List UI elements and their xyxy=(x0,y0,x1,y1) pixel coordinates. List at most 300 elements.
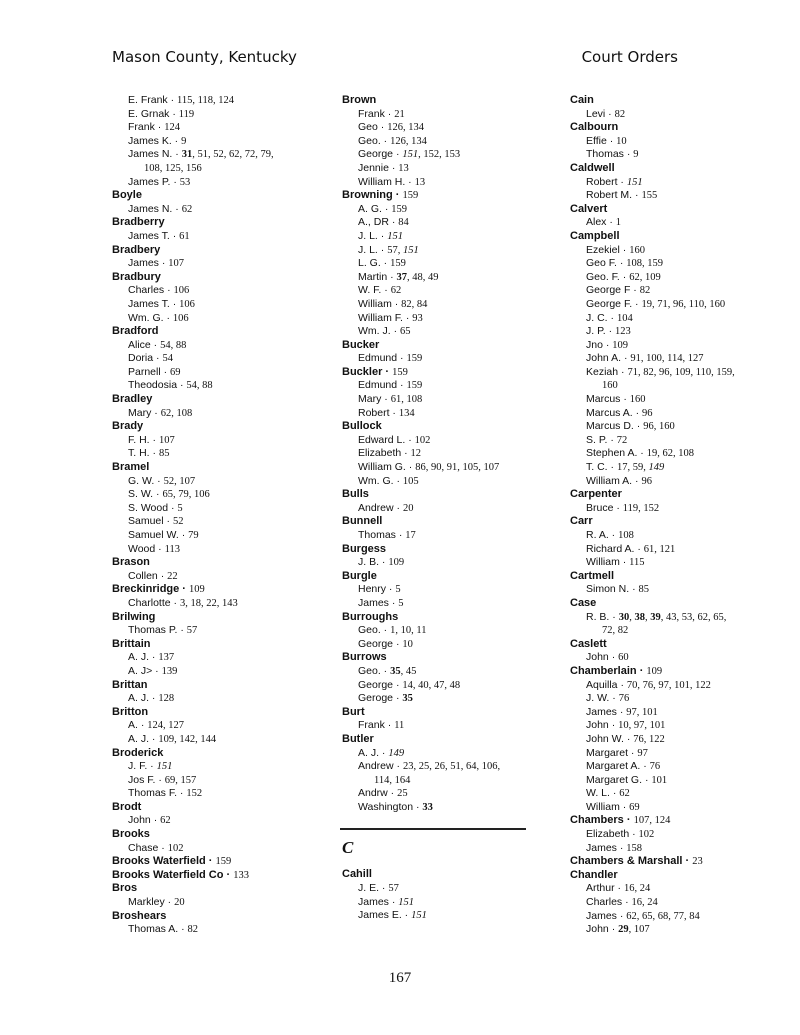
entry-name: Andrew xyxy=(358,501,394,514)
entry-name: Margaret A. xyxy=(586,760,641,773)
page-references: 102 xyxy=(167,842,184,854)
page-references: 151, 152, 153 xyxy=(402,149,461,161)
entry-name: George F xyxy=(586,284,631,297)
given-name-entry: Andrew · 20 xyxy=(358,501,414,514)
entry-name: Marcus xyxy=(586,393,621,406)
entry-name: Samuel W. xyxy=(128,529,179,541)
entry-name: James xyxy=(586,705,617,718)
entry-name: Elizabeth xyxy=(586,828,630,841)
surname-entry xyxy=(570,515,780,529)
surname-entry xyxy=(342,868,542,882)
given-name-entry: James · 107 xyxy=(128,257,185,270)
given-name-entry: William F. · 93 xyxy=(358,311,423,324)
entry-name: Bradbury xyxy=(112,270,161,283)
page-references: 124, 127 xyxy=(147,720,185,732)
page-references: 62 xyxy=(160,815,171,827)
given-name-entry: R. A. · 108 xyxy=(586,529,634,541)
entry-name: Brooks xyxy=(112,828,150,841)
page-references: 123 xyxy=(615,326,631,338)
given-name-entry: Geo F. · 108, 159 xyxy=(586,257,664,270)
surname-entry xyxy=(112,828,322,842)
entry-name: A. xyxy=(128,719,138,732)
page-references: 52, 107 xyxy=(163,475,196,487)
entry-name: Cain xyxy=(570,94,594,106)
page-references: 37, 48, 49 xyxy=(396,271,439,283)
entry-name: William xyxy=(358,297,392,310)
entry-name: Breckinridge xyxy=(112,583,180,596)
entry-name: Geo xyxy=(358,121,378,134)
entry-name: Jos F. xyxy=(128,773,156,786)
page-references: 54 xyxy=(162,353,173,365)
page-references: 11 xyxy=(394,720,405,732)
given-name-entry: John · 29, 107 xyxy=(586,923,650,936)
page-references: 21 xyxy=(394,108,405,120)
page-references: 115 xyxy=(629,557,645,569)
given-name-entry: Levi · 82 xyxy=(586,107,626,120)
surname-entry xyxy=(342,420,542,434)
given-name-entry: Samuel W. · 79 xyxy=(128,529,199,541)
given-name-entry: T. C. · 17, 59, 149 xyxy=(586,461,665,474)
entry-name: Edward L. xyxy=(358,433,406,446)
entry-name: James E. xyxy=(358,909,402,922)
entry-name: Henry xyxy=(358,583,387,596)
entry-name: George F. xyxy=(586,297,633,310)
entry-name: George xyxy=(358,637,394,650)
page-references: 159 xyxy=(392,366,408,378)
entry-name: Jno xyxy=(586,338,603,351)
given-name-entry: John · 10, 97, 101 xyxy=(586,719,666,732)
surname-entry xyxy=(112,679,322,693)
surname-entry xyxy=(342,94,542,108)
given-name-entry: A. J. · 137 xyxy=(128,651,175,664)
entry-name: Wm. J. xyxy=(358,325,391,338)
given-name-entry: Jos F. · 69, 157 xyxy=(128,773,197,786)
page-references: 160 xyxy=(629,394,646,406)
entry-name: William xyxy=(586,556,620,569)
page-references: 85 xyxy=(158,448,170,460)
entry-name: John xyxy=(586,923,609,936)
surname-entry xyxy=(342,611,542,625)
entry-name: Andrw xyxy=(358,787,388,800)
entry-name: A. J. xyxy=(128,732,150,745)
page-references: 101 xyxy=(651,774,668,786)
entry-name: Bradford xyxy=(112,325,159,338)
page-references: 57 xyxy=(388,883,399,895)
entry-name: John A. xyxy=(586,352,622,365)
page-references: 96 xyxy=(642,407,653,419)
given-name-entry: Mary · 61, 108 xyxy=(358,393,423,406)
entry-name: Bruce xyxy=(586,501,614,514)
entry-name: Carr xyxy=(570,515,593,528)
surname-entry xyxy=(570,638,780,652)
entry-name: Bunnell xyxy=(342,515,383,528)
page-references: 108, 159 xyxy=(626,258,664,270)
index-column-3 xyxy=(570,94,780,937)
page-references: 53 xyxy=(179,176,191,188)
entry-name: Marcus A. xyxy=(586,406,633,419)
given-name-entry: Frank · 124 xyxy=(128,121,180,134)
given-name-entry: Jno · 109 xyxy=(586,338,629,351)
page-references: 52 xyxy=(172,516,184,528)
entry-name: James K. xyxy=(128,134,172,147)
page-references: 14, 40, 47, 48 xyxy=(402,679,461,691)
entry-name: Broderick xyxy=(112,746,164,759)
entry-name: Buckler xyxy=(342,365,383,378)
entry-name: A. J. xyxy=(358,746,380,759)
given-name-entry: Marcus D. · 96, 160 xyxy=(586,420,675,433)
surname-entry xyxy=(112,271,322,285)
given-name-entry: Thomas F. · 152 xyxy=(128,787,203,800)
page-references: 5 xyxy=(395,584,401,596)
entry-name: S. Wood xyxy=(128,501,169,514)
page-references: 25 xyxy=(397,788,408,800)
entry-name: J. E. xyxy=(358,882,380,895)
entry-name: Bullock xyxy=(342,420,382,433)
entry-name: James xyxy=(586,841,617,854)
page-references: 155 xyxy=(641,190,658,202)
page-references: 62, 109 xyxy=(629,271,661,283)
given-name-entry: S. P. · 72 xyxy=(586,433,628,446)
surname-entry xyxy=(112,556,322,570)
entry-name: Geo. xyxy=(358,664,381,677)
entry-name: Burrows xyxy=(342,651,387,664)
entry-name: J. F. xyxy=(128,760,148,773)
entry-name: Aquilla xyxy=(586,678,618,691)
page-references: 109 xyxy=(388,557,405,569)
given-name-entry: Thomas · 9 xyxy=(586,148,639,161)
page-references: 79 xyxy=(188,530,199,541)
entry-name: James xyxy=(358,596,389,609)
surname-entry xyxy=(112,638,322,652)
page-references: 151 xyxy=(411,910,427,922)
page-references: 97 xyxy=(637,747,648,759)
page-header-county: Mason County, Kentucky xyxy=(112,48,297,66)
surname-entry xyxy=(112,747,322,761)
surname-entry xyxy=(570,869,780,883)
surname-entry xyxy=(112,420,322,434)
entry-name: Burroughs xyxy=(342,610,399,623)
page-references: 151 xyxy=(156,761,173,773)
page-references: 158 xyxy=(626,842,643,854)
page-references: 159 xyxy=(406,380,423,392)
entry-name: Geo. F. xyxy=(586,270,620,283)
given-name-entry: James · 158 xyxy=(586,841,643,854)
page-references: 159 xyxy=(390,258,406,270)
entry-name: Wm. G. xyxy=(358,474,394,487)
given-name-entry: James · 5 xyxy=(358,596,404,609)
entry-name: Markley xyxy=(128,896,165,909)
given-name-entry: William · 69 xyxy=(586,800,640,813)
given-name-entry: Keziah · 71, 82, 96, 109, 110, 159, 160 xyxy=(570,366,780,393)
page-references: 137 xyxy=(158,652,175,664)
given-name-entry: E. Grnak · 119 xyxy=(128,107,195,120)
given-name-entry: William · 82, 84 xyxy=(358,297,428,310)
page-references: 10 xyxy=(616,135,627,147)
page-references: 106 xyxy=(179,298,195,310)
entry-name: Robert xyxy=(358,406,390,419)
entry-name: Boyle xyxy=(112,189,142,202)
entry-name: Marcus D. xyxy=(586,420,634,433)
given-name-entry: Geo. · 35, 45 xyxy=(358,664,417,677)
entry-name: Martin xyxy=(358,270,388,283)
entry-name: Geroge xyxy=(358,692,394,705)
entry-name: Thomas A. xyxy=(128,923,179,936)
entry-name: Chambers xyxy=(570,814,624,827)
page-references: 160 xyxy=(629,244,645,256)
section-divider xyxy=(340,828,526,830)
given-name-entry: Chase · 102 xyxy=(128,841,184,854)
entry-name: Geo. xyxy=(358,624,381,637)
given-name-entry: T. H. · 85 xyxy=(128,447,170,460)
entry-name: E. Grnak xyxy=(128,107,170,120)
given-name-entry: Frank · 21 xyxy=(358,107,405,120)
given-name-entry: James K. · 9 xyxy=(128,134,187,147)
entry-name: James P. xyxy=(128,175,171,188)
given-name-entry: Wm. J. · 65 xyxy=(358,325,411,338)
given-name-entry: Washington · 33 xyxy=(358,800,433,813)
surname-entry xyxy=(570,597,780,611)
entry-name: Washington xyxy=(358,800,414,813)
entry-name: Bucker xyxy=(342,338,380,351)
entry-name: Alice xyxy=(128,338,151,351)
given-name-entry: Stephen A. · 19, 62, 108 xyxy=(586,447,694,460)
given-name-entry: Edmund · 159 xyxy=(358,352,423,365)
entry-name: Butler xyxy=(342,732,374,745)
entry-name: Margaret xyxy=(586,746,629,759)
entry-name: Effie xyxy=(586,134,607,147)
given-name-entry: George · 10 xyxy=(358,637,413,650)
entry-name: S. W. xyxy=(128,488,154,501)
page-references: 104 xyxy=(616,312,633,324)
page-references: 23 xyxy=(692,856,703,868)
surname-entry xyxy=(342,706,542,720)
surname-entry: Breckinridge · 109 xyxy=(112,583,205,596)
entry-name: Calbourn xyxy=(570,121,619,134)
entry-name: Geo F. xyxy=(586,257,617,270)
entry-name: Brown xyxy=(342,94,377,106)
surname-entry: Chamberlain · 109 xyxy=(570,664,663,677)
page-references: 133 xyxy=(233,869,249,881)
given-name-entry: William G. · 86, 90, 91, 105, 107 xyxy=(358,461,500,474)
entry-name: A. G. xyxy=(358,202,382,215)
given-name-entry: William · 115 xyxy=(586,556,645,569)
entry-name: Edmund xyxy=(358,352,398,365)
page-references: 3, 18, 22, 143 xyxy=(179,597,238,609)
entry-name: Cartmell xyxy=(570,569,615,582)
entry-name: Samuel xyxy=(128,515,164,528)
entry-name: James N. xyxy=(128,202,173,215)
given-name-entry: Wm. G. · 105 xyxy=(358,474,419,487)
page-references: 22 xyxy=(167,570,178,582)
given-name-entry: J. L. · 151 xyxy=(358,229,403,242)
entry-name: Carpenter xyxy=(570,488,622,501)
given-name-entry: Theodosia · 54, 88 xyxy=(128,379,213,392)
entry-name: William F. xyxy=(358,311,403,324)
entry-name: Frank xyxy=(128,121,155,134)
entry-name: J. W. xyxy=(586,692,610,705)
entry-name: Margaret G. xyxy=(586,773,643,786)
entry-name: Campbell xyxy=(570,229,620,242)
surname-entry xyxy=(570,94,780,108)
entry-name: Keziah xyxy=(586,365,619,378)
entry-name: F. H. xyxy=(128,433,150,446)
surname-entry xyxy=(570,203,780,217)
page-references: 62 xyxy=(181,203,193,215)
entry-name: Burgess xyxy=(342,542,387,555)
entry-name: Chase xyxy=(128,841,159,854)
entry-name: Chandler xyxy=(570,868,618,881)
entry-name: James T. xyxy=(128,229,170,242)
given-name-entry: Charles · 106 xyxy=(128,284,190,297)
surname-entry xyxy=(112,611,322,625)
entry-name: T. C. xyxy=(586,461,608,474)
page-references: 65, 79, 106 xyxy=(162,489,210,501)
entry-name: Collen xyxy=(128,569,158,582)
page-references: 54, 88 xyxy=(160,339,187,351)
entry-name: Jennie xyxy=(358,161,389,174)
page-references: 57, 151 xyxy=(387,244,419,256)
surname-entry: Chambers & Marshall · 23 xyxy=(570,855,703,868)
given-name-entry: Effie · 10 xyxy=(586,134,627,147)
page-references: 109 xyxy=(189,584,205,596)
page-references: 71, 82, 96, 109, 110, 159, 160 xyxy=(602,366,735,392)
entry-name: George xyxy=(358,678,394,691)
page-references: 159 xyxy=(406,353,423,365)
given-name-entry: J. E. · 57 xyxy=(358,882,399,895)
surname-entry xyxy=(112,461,322,475)
given-name-entry: Geo. · 126, 134 xyxy=(358,134,427,147)
page-references: 82 xyxy=(614,108,626,120)
given-name-entry: James T. · 61 xyxy=(128,229,190,242)
page-references: 69 xyxy=(629,801,640,813)
page-references: 17 xyxy=(405,530,416,541)
given-name-entry: J. L. · 57, 151 xyxy=(358,243,419,256)
entry-name: John W. xyxy=(586,732,624,745)
page-references: 76, 122 xyxy=(633,733,665,745)
page-references: 29, 107 xyxy=(618,924,650,936)
given-name-entry: Mary · 62, 108 xyxy=(128,406,193,419)
given-name-entry: Margaret G. · 101 xyxy=(586,773,668,786)
given-name-entry: Arthur · 16, 24 xyxy=(586,882,651,895)
surname-entry xyxy=(112,882,322,896)
given-name-entry: Marcus · 160 xyxy=(586,393,646,406)
given-name-entry: Margaret · 97 xyxy=(586,746,648,759)
entry-name: J. C. xyxy=(586,311,608,324)
page-references: 61 xyxy=(179,230,190,242)
page-references: 159 xyxy=(215,856,232,868)
given-name-entry: Robert · 134 xyxy=(358,406,415,419)
page-references: 33 xyxy=(422,801,433,813)
given-name-entry: John A. · 91, 100, 114, 127 xyxy=(586,352,704,365)
entry-name: Parnell xyxy=(128,365,161,378)
entry-name: Caldwell xyxy=(570,161,615,174)
page-references: 106 xyxy=(172,312,189,324)
given-name-entry: J. W. · 76 xyxy=(586,692,630,705)
entry-name: L. G. xyxy=(358,257,381,270)
entry-name: Richard A. xyxy=(586,542,635,555)
page-references: 65 xyxy=(400,326,411,338)
given-name-entry: Thomas A. · 82 xyxy=(128,923,199,936)
given-name-entry: James T. · 106 xyxy=(128,297,195,310)
given-name-entry: Wm. G. · 106 xyxy=(128,311,189,324)
entry-name: E. Frank xyxy=(128,94,168,106)
entry-name: R. B. xyxy=(586,610,610,623)
given-name-entry: Robert M. · 155 xyxy=(586,189,658,202)
given-name-entry: Andrew · 23, 25, 26, 51, 64, 106, 114, 164 xyxy=(342,760,542,787)
entry-name: Burt xyxy=(342,705,365,718)
page-references: 96, 160 xyxy=(643,421,675,433)
page-references: 105 xyxy=(402,475,419,487)
page-references: 35, 45 xyxy=(390,665,417,677)
given-name-entry: Parnell · 69 xyxy=(128,365,181,378)
page-references: 152 xyxy=(186,788,203,800)
given-name-entry: Charles · 16, 24 xyxy=(586,896,658,909)
entry-name: Bramel xyxy=(112,461,150,474)
surname-entry: Buckler · 159 xyxy=(342,365,408,378)
entry-name: Frank xyxy=(358,719,385,732)
page-references: 159 xyxy=(391,203,408,215)
entry-name: A. J. xyxy=(128,692,150,705)
given-name-entry: Geroge · 35 xyxy=(358,692,413,705)
entry-name: John xyxy=(128,814,151,827)
page-references: 31, 51, 52, 62, 72, 79, 108, 125, 156 xyxy=(144,149,274,174)
entry-name: Charles xyxy=(128,284,165,297)
page-references: 20 xyxy=(174,897,185,909)
given-name-entry: Wood · 113 xyxy=(128,542,180,555)
given-name-entry: G. W. · 52, 107 xyxy=(128,474,196,487)
entry-name: Robert M. xyxy=(586,189,633,202)
section-letter: C xyxy=(342,838,354,858)
entry-name: Edmund xyxy=(358,379,398,392)
page-references: 61, 108 xyxy=(390,394,423,406)
given-name-entry: James N. · 62 xyxy=(128,202,193,215)
index-column-2 xyxy=(342,94,542,923)
given-name-entry: George · 14, 40, 47, 48 xyxy=(358,678,461,691)
page-references: 82 xyxy=(639,285,651,297)
entry-name: Caslett xyxy=(570,637,607,650)
page-references: 1 xyxy=(615,217,622,229)
entry-name: Geo. xyxy=(358,134,381,147)
page-references: 60 xyxy=(618,652,629,664)
given-name-entry: S. Wood · 5 xyxy=(128,501,183,514)
page-references: 16, 24 xyxy=(623,883,651,895)
page-header-title: Court Orders xyxy=(581,48,678,66)
page-references: 151 xyxy=(387,230,403,242)
page-number: 167 xyxy=(388,970,412,986)
entry-name: James N. xyxy=(128,148,173,161)
entry-name: William xyxy=(586,800,620,813)
entry-name: Brady xyxy=(112,420,144,433)
surname-entry xyxy=(112,216,322,230)
given-name-entry: L. G. · 159 xyxy=(358,257,406,270)
entry-name: Bros xyxy=(112,882,138,895)
entry-name: W. F. xyxy=(358,284,382,297)
entry-name: Thomas F. xyxy=(128,787,178,800)
entry-name: Robert xyxy=(586,175,618,188)
page-references: 23, 25, 26, 51, 64, 106, 114, 164 xyxy=(374,761,501,786)
given-name-entry: Margaret A. · 76 xyxy=(586,760,661,773)
entry-name: Brilwing xyxy=(112,610,156,623)
entry-name: Chamberlain xyxy=(570,664,637,677)
given-name-entry: Henry · 5 xyxy=(358,583,401,596)
given-name-entry: R. B. · 30, 38, 39, 43, 53, 62, 65, 72, 82 xyxy=(570,611,780,638)
page-references: 82 xyxy=(187,924,199,936)
given-name-entry: James P. · 53 xyxy=(128,175,191,188)
given-name-entry: Elizabeth · 12 xyxy=(358,447,422,460)
page-references: 10 xyxy=(402,638,413,650)
given-name-entry: John · 62 xyxy=(128,814,171,827)
surname-entry xyxy=(112,189,322,203)
